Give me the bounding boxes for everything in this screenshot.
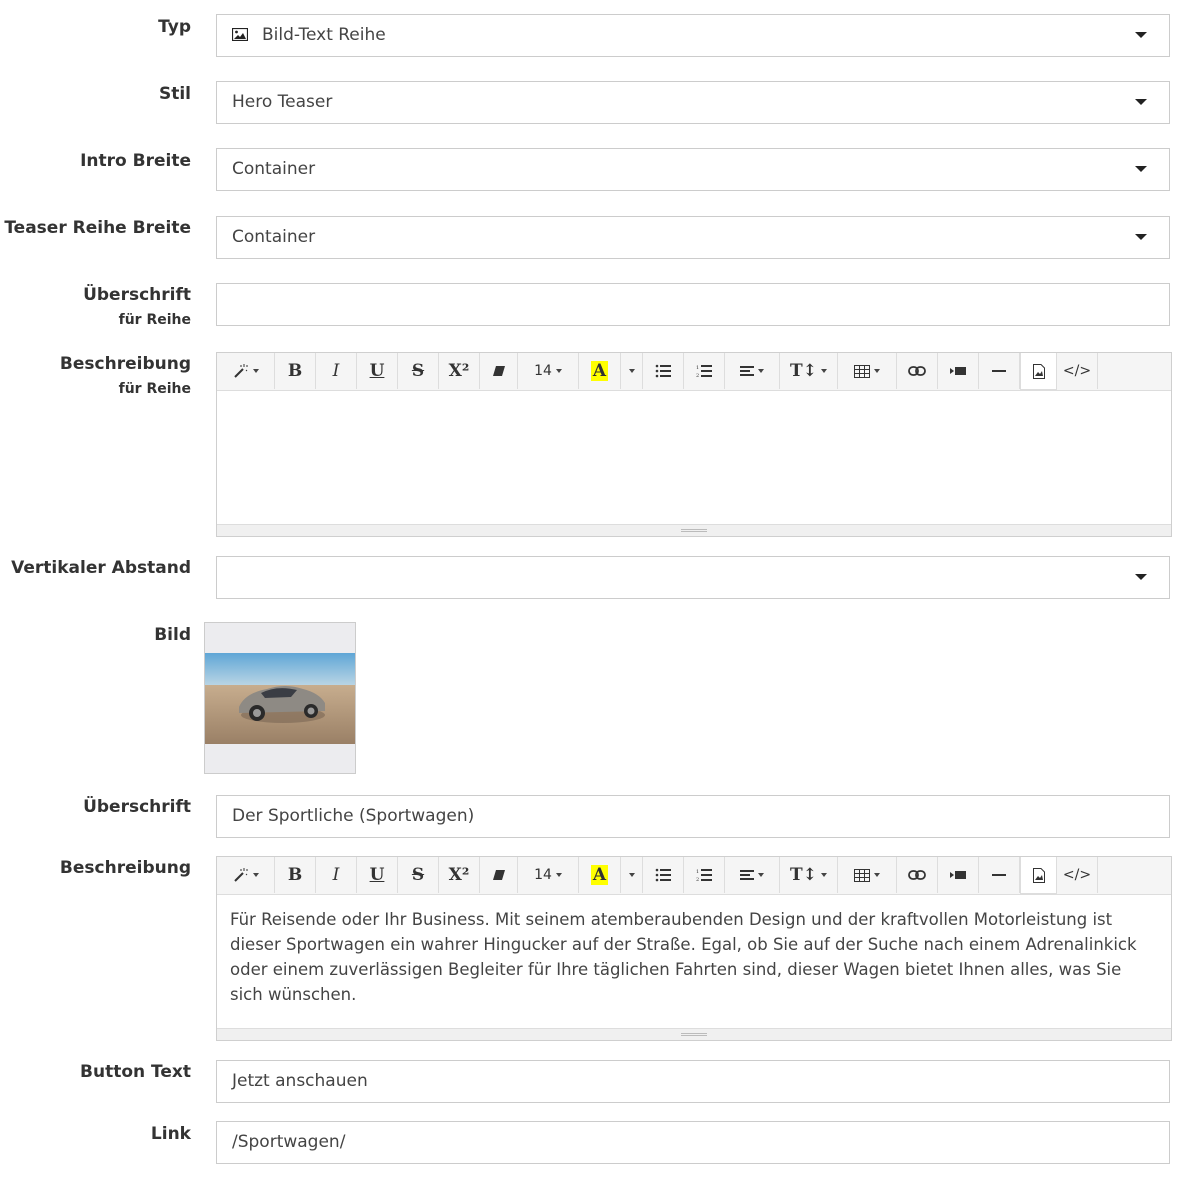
label-stil: Stil: [158, 84, 191, 104]
magic-wand-icon: [233, 363, 249, 379]
intro-breite-value: Container: [232, 159, 316, 179]
chevron-down-icon: [1135, 99, 1147, 105]
button-text-input[interactable]: [216, 1060, 1170, 1103]
font-size-value: 14: [534, 363, 552, 379]
underline-button[interactable]: U: [357, 353, 398, 389]
ordered-list-icon: [696, 364, 712, 378]
video-icon: [950, 366, 966, 376]
italic-button[interactable]: I: [316, 857, 357, 893]
text-height-label: T↕: [790, 865, 817, 885]
superscript-button[interactable]: X²: [439, 353, 480, 389]
stil-value: Hero Teaser: [232, 92, 333, 112]
beschreibung-reihe-editor[interactable]: [216, 352, 1172, 537]
superscript-button[interactable]: X²: [439, 857, 480, 893]
typ-value: Bild-Text Reihe: [262, 25, 386, 45]
editor-resize-handle[interactable]: [217, 1028, 1171, 1040]
car-image: [205, 623, 356, 774]
align-left-icon: [740, 365, 754, 377]
color-dropdown-button[interactable]: [621, 857, 643, 893]
label-button-text: Button Text: [80, 1062, 191, 1082]
color-dropdown-button[interactable]: [621, 353, 643, 389]
strikethrough-button[interactable]: S: [398, 353, 439, 389]
horizontal-rule-icon: [992, 369, 1006, 373]
font-size-value: 14: [534, 867, 552, 883]
link-button[interactable]: [897, 353, 938, 389]
unordered-list-icon: [655, 364, 671, 378]
image-insert-button[interactable]: [1020, 857, 1057, 894]
image-insert-button[interactable]: [1020, 353, 1057, 390]
font-size-dropdown[interactable]: [518, 857, 579, 893]
horizontal-rule-button[interactable]: [979, 353, 1020, 389]
bild-thumbnail[interactable]: [204, 622, 356, 774]
table-icon: [854, 365, 870, 378]
eraser-icon: [492, 868, 506, 882]
magic-wand-icon: [233, 867, 249, 883]
ueberschrift-value: Der Sportliche (Sportwagen): [232, 806, 475, 826]
eraser-icon: [492, 364, 506, 378]
magic-wand-button[interactable]: [217, 353, 275, 389]
chevron-down-icon: [1135, 574, 1147, 580]
intro-breite-select[interactable]: [216, 148, 1170, 191]
ordered-list-button[interactable]: [684, 353, 725, 389]
horizontal-rule-icon: [992, 873, 1006, 877]
ordered-list-icon: [696, 868, 712, 882]
underline-button[interactable]: U: [357, 857, 398, 893]
file-image-icon: [1033, 868, 1045, 883]
beschreibung-text[interactable]: Für Reisende oder Ihr Business. Mit seinem atemberaubenden Design und der kraftvollen Motorleistung ist dieser Sportwagen ein wahrer Hingucker auf der Straße. Egal, ob Sie auf der Suche nach einem Adrenalinkick oder einem zuverlässigen Begleiter für Ihre täglichen Fahrten sind, dieser Wagen bietet Ihnen alles, was Sie sich wünschen.: [230, 910, 1137, 1004]
svg-text:2: 2: [696, 877, 700, 882]
table-dropdown[interactable]: [838, 353, 897, 389]
unordered-list-icon: [655, 868, 671, 882]
video-icon: [950, 870, 966, 880]
label-vertikaler-abstand: Vertikaler Abstand: [11, 558, 191, 578]
editor-toolbar: [217, 353, 1171, 391]
ueberschrift-reihe-input[interactable]: [216, 283, 1170, 326]
link-button[interactable]: [897, 857, 938, 893]
label-intro-breite: Intro Breite: [80, 151, 191, 171]
vertikaler-abstand-select[interactable]: [216, 556, 1170, 599]
text-color-button[interactable]: [579, 353, 621, 389]
image-icon: [232, 28, 248, 41]
chevron-down-icon: [1135, 234, 1147, 240]
teaser-reihe-breite-select[interactable]: [216, 216, 1170, 259]
sublabel-ueberschrift-reihe: für Reihe: [118, 312, 191, 328]
svg-text:2: 2: [696, 373, 700, 378]
button-text-value: Jetzt anschauen: [232, 1071, 368, 1091]
align-dropdown[interactable]: [725, 353, 780, 389]
code-view-button[interactable]: </>: [1057, 857, 1098, 893]
ordered-list-button[interactable]: [684, 857, 725, 893]
bold-button[interactable]: B: [275, 353, 316, 389]
label-teaser-reihe-breite: Teaser Reihe Breite: [4, 218, 191, 238]
text-height-dropdown[interactable]: [780, 353, 838, 389]
video-button[interactable]: [938, 353, 979, 389]
link-value: /Sportwagen/: [232, 1132, 346, 1152]
svg-text:1: 1: [696, 869, 700, 875]
editor-toolbar: [217, 857, 1171, 895]
align-left-icon: [740, 869, 754, 881]
label-beschreibung-reihe: Beschreibung: [59, 354, 191, 374]
label-ueberschrift-reihe: Überschrift: [83, 285, 191, 305]
code-view-button[interactable]: </>: [1057, 353, 1098, 389]
typ-select[interactable]: [216, 14, 1170, 57]
text-color-letter: A: [592, 865, 607, 885]
text-height-label: T↕: [790, 361, 817, 381]
font-size-dropdown[interactable]: [518, 353, 579, 389]
unordered-list-button[interactable]: [643, 857, 684, 893]
sublabel-beschreibung-reihe: für Reihe: [118, 381, 191, 397]
chevron-down-icon: [1135, 32, 1147, 38]
eraser-button[interactable]: [480, 353, 518, 389]
label-ueberschrift: Überschrift: [83, 797, 191, 817]
file-image-icon: [1033, 364, 1045, 379]
magic-wand-button[interactable]: [217, 857, 275, 893]
table-icon: [854, 869, 870, 882]
strikethrough-button[interactable]: S: [398, 857, 439, 893]
chevron-down-icon: [1135, 166, 1147, 172]
label-typ: Typ: [158, 17, 191, 37]
svg-text:1: 1: [696, 365, 700, 371]
ueberschrift-input[interactable]: [216, 795, 1170, 838]
link-icon: [908, 366, 926, 376]
text-height-dropdown[interactable]: [780, 857, 838, 893]
video-button[interactable]: [938, 857, 979, 893]
italic-button[interactable]: I: [316, 353, 357, 389]
eraser-button[interactable]: [480, 857, 518, 893]
link-input[interactable]: [216, 1121, 1170, 1164]
align-dropdown[interactable]: [725, 857, 780, 893]
beschreibung-reihe-text[interactable]: [217, 391, 1171, 415]
label-beschreibung: Beschreibung: [59, 858, 191, 878]
teaser-reihe-breite-value: Container: [232, 227, 316, 247]
stil-select[interactable]: [216, 81, 1170, 124]
label-bild: Bild: [154, 625, 191, 645]
text-color-letter: A: [592, 361, 607, 381]
unordered-list-button[interactable]: [643, 353, 684, 389]
table-dropdown[interactable]: [838, 857, 897, 893]
horizontal-rule-button[interactable]: [979, 857, 1020, 893]
editor-resize-handle[interactable]: [217, 524, 1171, 536]
bold-button[interactable]: B: [275, 857, 316, 893]
label-link: Link: [150, 1124, 191, 1144]
text-color-button[interactable]: [579, 857, 621, 893]
beschreibung-editor[interactable]: [216, 856, 1172, 1041]
link-icon: [908, 870, 926, 880]
